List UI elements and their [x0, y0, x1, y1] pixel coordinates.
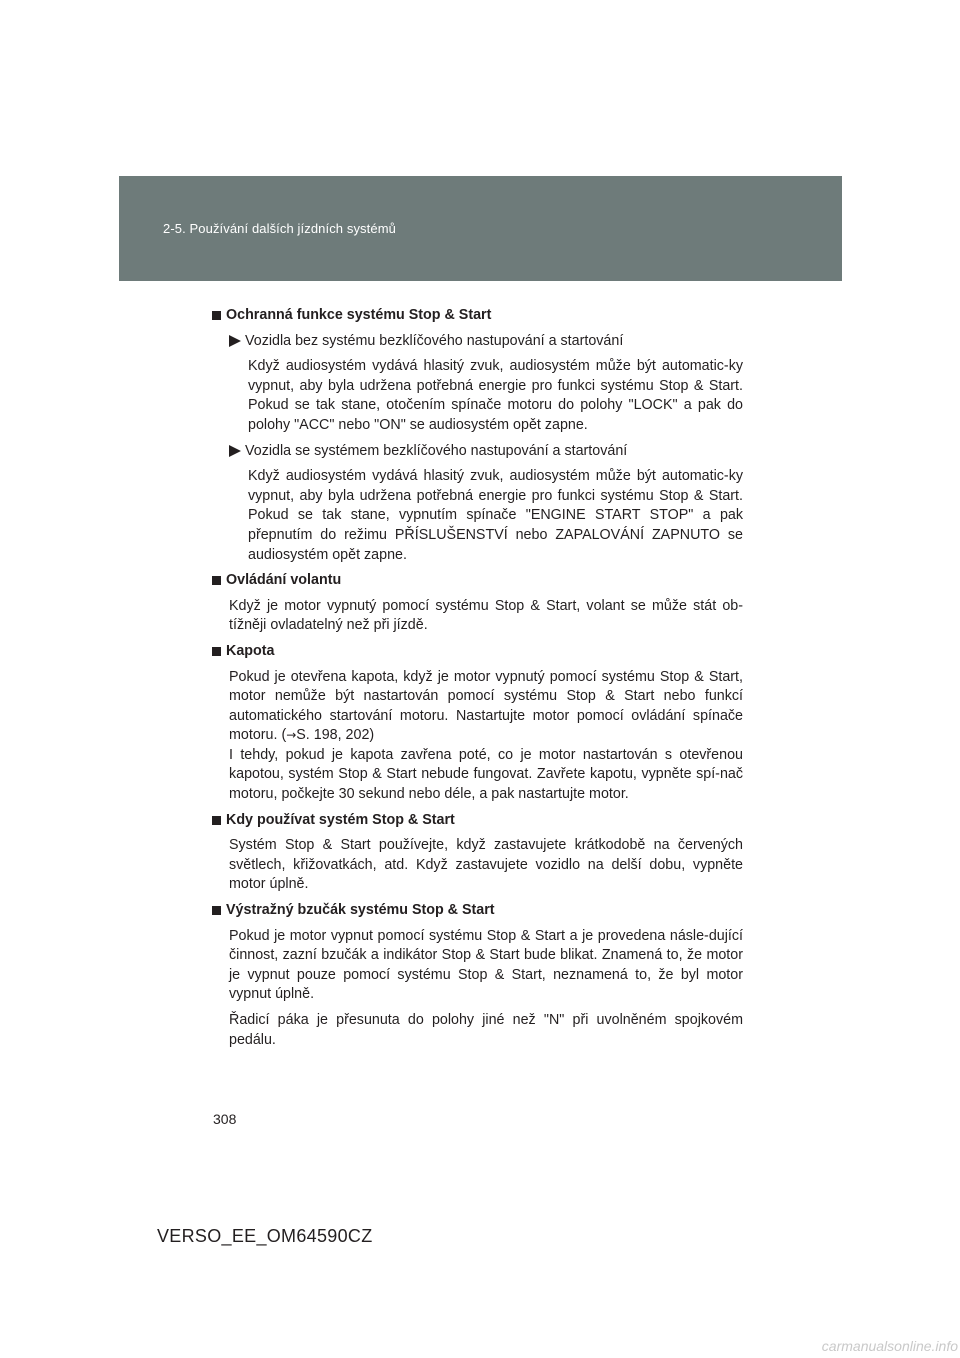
- page-number: 308: [213, 1111, 237, 1127]
- square-bullet-icon: [212, 906, 221, 915]
- page-reference: S. 198, 202): [296, 727, 375, 744]
- square-bullet-icon: [212, 647, 221, 656]
- document-code: VERSO_EE_OM64590CZ: [157, 1226, 373, 1246]
- square-bullet-icon: [212, 576, 221, 585]
- page-content: [212, 306, 743, 1050]
- section-title: Ovládání volantu: [212, 571, 743, 591]
- triangle-bullet-icon: [229, 445, 241, 457]
- paragraph: Když audiosystém vydává hlasitý zvuk, audiosystém může být automatic-ky vypnut, aby byla udržena potřebná energie pro funkci systému Stop & Start. Pokud se tak stane, otočením spínače motoru do polohy "LOCK" a pak do polohy "ACC" nebo "ON" se audiosystém opět zapne.: [248, 358, 743, 433]
- subsection-label: Vozidla se systémem bezklíčového nastupování a startování: [212, 442, 743, 462]
- paragraph: Systém Stop & Start používejte, když zastavujete krátkodobě na červených světlech, křižovatkách, atd. Když zastavujete vozidlo na delší dobu, vypněte motor úplně.: [229, 837, 743, 893]
- paragraph: Když je motor vypnutý pomocí systému Stop & Start, volant se může stát ob-tížněji ovladatelný než při jízdě.: [229, 597, 743, 634]
- paragraph: Pokud je motor vypnut pomocí systému Stop & Start a je provedena násle-dující činnost, zazní bzučák a indikátor Stop & Start bude blikat. Znamená to, že motor je vypnut pouze pomocí systému Stop & Start, neznamená to, že byl motor vypnut úplně.: [229, 927, 743, 1003]
- paragraph: Pokud je otevřena kapota, když je motor vypnutý pomocí systému Stop & Start, motor nemůže být nastartován pomocí systému Stop & Start nebo funkcí automatického startování motoru. Nastartujte motor pomocí ovládání spínače motoru. (→S. 198, 202) I tehdy, pokud je kapota zavřena poté, co je motor nastartován s otevřenou kapotou, systém Stop & Start nebude fungovat. Zavřete kapotu, vypněte spí-nač motoru, počkejte 30 sekund nebo déle, a pak nastartujte motor.: [229, 668, 743, 803]
- square-bullet-icon: [212, 311, 221, 320]
- paragraph: Řadicí páka je přesunuta do polohy jiné než "N" při uvolněném spojkovém pedálu.: [229, 1012, 743, 1048]
- watermark: carmanualsonline.info: [821, 1338, 958, 1354]
- section-title: Kapota: [212, 642, 743, 662]
- paragraph: Když audiosystém vydává hlasitý zvuk, audiosystém může být automatic-ky vypnut, aby byla udržena potřebná energie pro funkci systému Stop & Start. Pokud se tak stane, vypnutím spínače "ENGINE START STOP" a pak přepnutím do režimu PŘÍSLUŠENSTVÍ nebo ZAPALOVÁNÍ ZAPNUTO se audiosystém opět zapne.: [248, 468, 743, 563]
- section-title: Ochranná funkce systému Stop & Start: [212, 306, 743, 326]
- subsection-label: Vozidla bez systému bezklíčového nastupování a startování: [212, 332, 743, 352]
- section-title: Kdy používat systém Stop & Start: [212, 811, 743, 831]
- triangle-bullet-icon: [229, 335, 241, 347]
- chapter-title: 2-5. Používání dalších jízdních systémů: [163, 221, 396, 236]
- square-bullet-icon: [212, 816, 221, 825]
- header-band: [119, 176, 842, 281]
- arrow-reference-icon: →: [286, 728, 297, 743]
- section-title: Výstražný bzučák systému Stop & Start: [212, 901, 743, 921]
